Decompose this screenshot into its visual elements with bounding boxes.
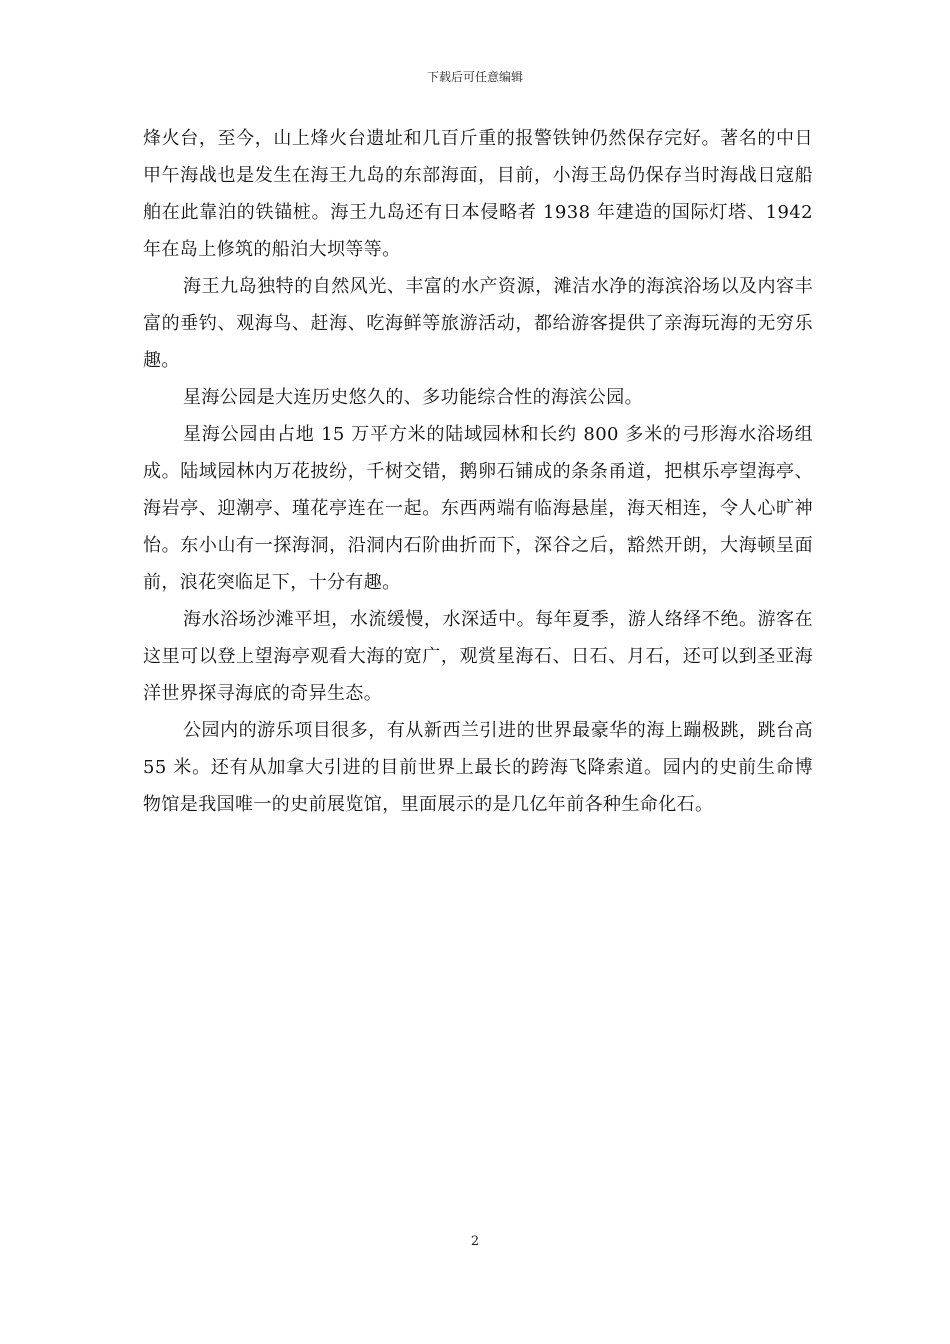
paragraph-6: 公园内的游乐项目很多，有从新西兰引进的世界最豪华的海上蹦极跳，跳台高 55 米。还有从加拿大引进的目前世界上最长的跨海飞降索道。园内的史前生命博物馆是我国唯一的史前展览馆，里面展示的是几亿年前各种生命化石。 (143, 720, 813, 815)
paragraph-5: 海水浴场沙滩平坦，水流缓慢，水深适中。每年夏季，游人络绎不绝。游客在这里可以登上望海亭观看大海的宽广，观赏星海石、日石、月石，还可以到圣亚海洋世界探寻海底的奇异生态。 (143, 609, 813, 704)
paragraph-1: 烽火台，至今，山上烽火台遗址和几百斤重的报警铁钟仍然保存完好。著名的中日甲午海战也是发生在海王九岛的东部海面，目前，小海王岛仍保存当时海战日寇船舶在此靠泊的铁锚桩。海王九岛还有日本侵略者 1938 年建造的国际灯塔、1942 年在岛上修筑的船泊大坝等等。 (143, 128, 813, 260)
page-number: 2 (470, 1234, 480, 1249)
paragraph-4: 星海公园由占地 15 万平方米的陆域园林和长约 800 多米的弓形海水浴场组成。陆域园林内万花披纷，千树交错，鹅卵石铺成的条条甬道，把棋乐亭望海亭、海岩亭、迎潮亭、瑾花亭连在一起。东西两端有临海悬崖，海天相连，令人心旷神怡。东小山有一探海洞，沿洞内石阶曲折而下，深谷之后，豁然开朗，大海顿呈面前，浪花突临足下，十分有趣。 (143, 424, 813, 593)
paragraph-3: 星海公园是大连历史悠久的、多功能综合性的海滨公园。 (183, 387, 643, 408)
document-body (143, 120, 813, 823)
page-header: 下载后可任意编辑 (426, 70, 523, 84)
paragraph-2: 海王九岛独特的自然风光、丰富的水产资源，滩洁水净的海滨浴场以及内容丰富的垂钓、观海鸟、赶海、吃海鲜等旅游活动，都给游客提供了亲海玩海的无穷乐趣。 (143, 276, 813, 371)
